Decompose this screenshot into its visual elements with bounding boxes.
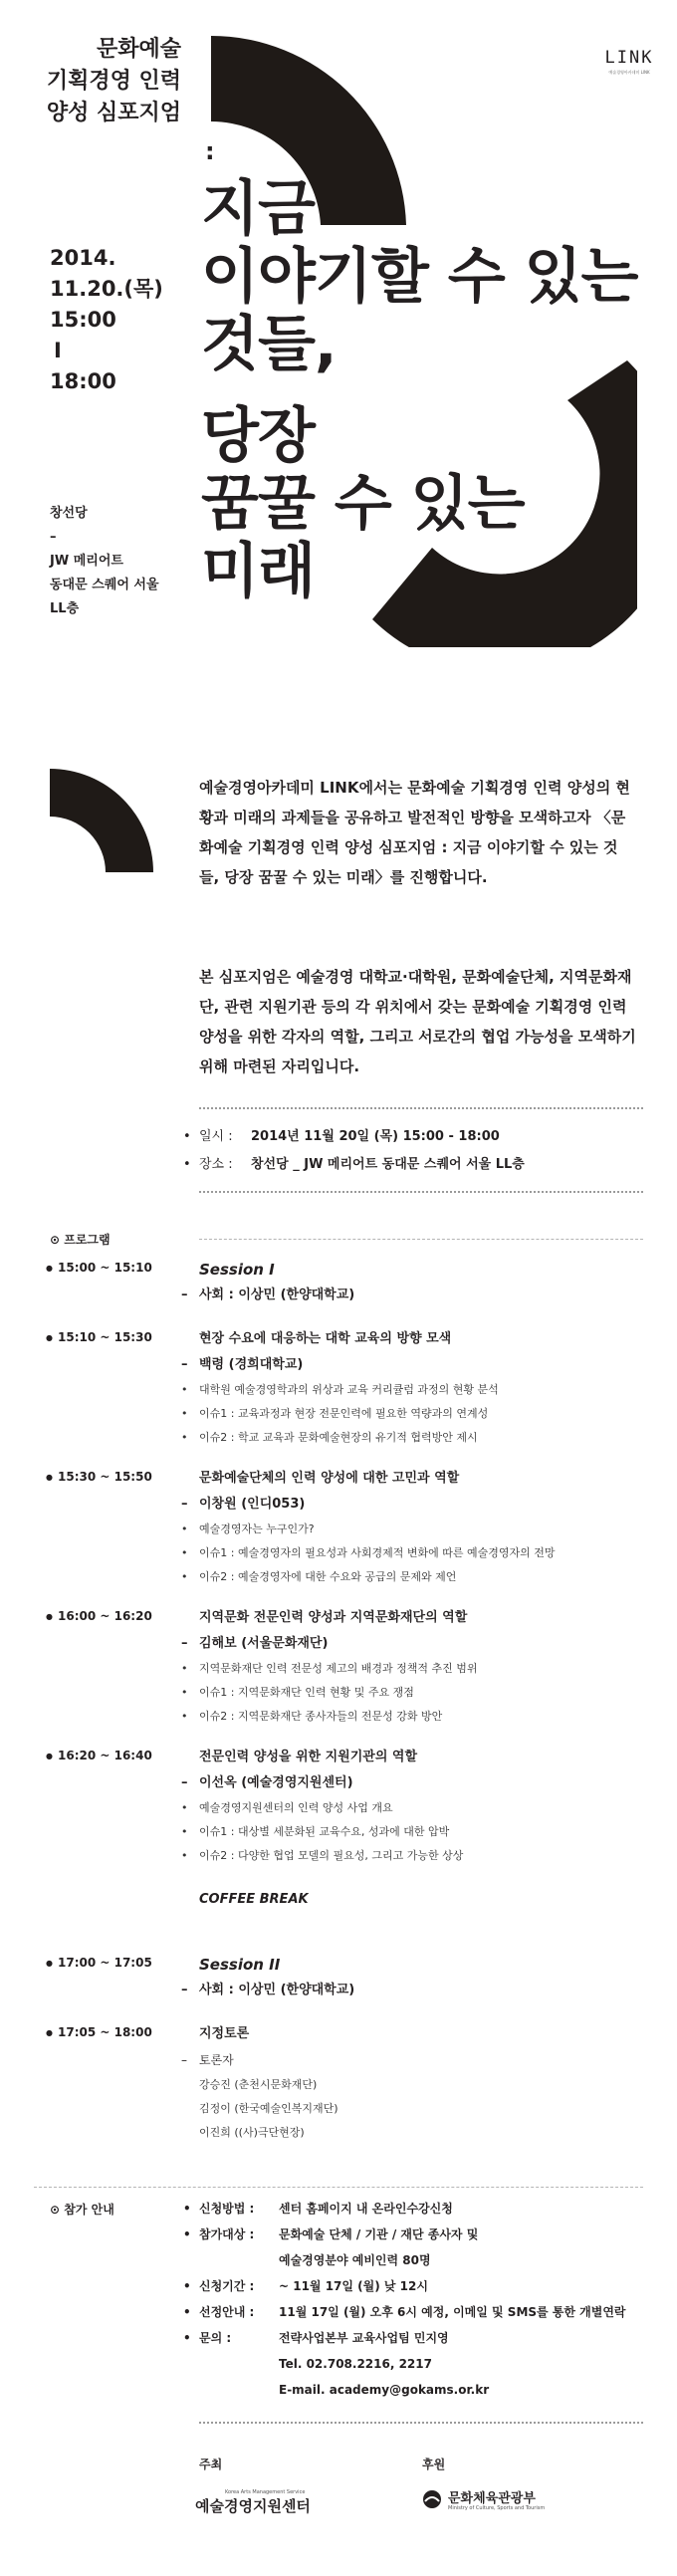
attend-row: • 참가대상 : 문화예술 단체 / 기관 / 재단 종사자 및 xyxy=(199,2223,478,2246)
attend-row: • 신청방법 : 센터 홈페이지 내 온라인수강신청 xyxy=(199,2197,453,2221)
divider xyxy=(199,2422,643,2424)
event-date: 2014. 11.20.(목) 15:00 I 18:00 xyxy=(50,246,163,393)
quarter-circle-intro-shape xyxy=(50,769,153,878)
time-slot: ● 16:00 ~ 16:20 xyxy=(58,1609,152,1623)
symposium-title: 문화예술 기획경영 인력 양성 심포지엄 xyxy=(46,37,181,125)
program-item: 지역문화 전문인력 양성과 지역문화재단의 역할 – 김해보 (서울문화재단) • 지역문화재단 인력 전문성 제고의 배경과 정책적 추진 범위 • 이슈1 : 지역문화재단 인력 현황 및 주요 쟁점 • 이슈2 : 지역문화재단 종사자들의 전문성 강화 방안 xyxy=(199,1605,657,1729)
divider xyxy=(34,2187,643,2188)
title-colon: : xyxy=(205,137,215,165)
program-item: Session II – 사회 : 이상민 (한양대학교) xyxy=(199,1952,657,2003)
headline-now: 지금 이야기할 수 있는 것들, xyxy=(201,174,638,379)
attend-row: • 문의 : 전략사업본부 교육사업팀 민지영 xyxy=(199,2326,449,2350)
intro-paragraph-2: 본 심포지엄은 예술경영 대학교·대학원, 문화예술단체, 지역문화재단, 관련 지원기관 등의 각 위치에서 갖는 문화예술 기획경영 인력 양성을 위한 각자의 역할, 그리고 서로간의 협업 가능성을 모색하기 위해 마련된 자리입니다. xyxy=(199,968,636,1075)
ministry-emblem-icon xyxy=(422,2489,442,2509)
headline-future: 당장 꿈꿀 수 있는 미래 xyxy=(201,401,525,606)
info-date: • 일시 : 2014년 11월 20일 (목) 15:00 - 18:00 xyxy=(183,1129,500,1144)
divider xyxy=(199,1107,643,1109)
contact-phone: Tel. 02.708.2216, 2217 xyxy=(279,2357,432,2371)
time-slot: ● 16:20 ~ 16:40 xyxy=(58,1749,152,1762)
attend-heading: ⊙ 참가 안내 xyxy=(50,2203,114,2217)
intro-paragraph-1: 예술경영아카데미 LINK에서는 문화예술 기획경영 인력 양성의 현황과 미래의 과제들을 공유하고 발전적인 방향을 모색하고자 〈문화예술 기획경영 인력 양성 심포지엄 : 지금 이야기할 수 있는 것들, 당장 꿈꿀 수 있는 미래〉를 진행합니다. xyxy=(199,779,630,886)
attend-row: • 선정안내 : 11월 17일 (월) 오후 6시 예정, 이메일 및 SMS를 통한 개별연락 xyxy=(199,2300,626,2324)
program-item: 지정토론 – 토론자 강승진 (춘천시문화재단) 김정이 (한국예술인복지재단) 이진희 ((사)극단현장) xyxy=(199,2021,657,2145)
circle-dot-icon: ⊙ xyxy=(50,2203,65,2217)
program-item: 문화예술단체의 인력 양성에 대한 고민과 역할 – 이창원 (인디053) • 예술경영자는 누구인가? • 이슈1 : 예술경영자의 필요성과 사회경제적 변화에 따른 예술경영자의 전망 • 이슈2 : 예술경영자에 대한 수요와 공급의 문제와 제언 xyxy=(199,1466,657,1589)
event-venue: 창선당 – JW 메리어트 동대문 스퀘어 서울 LL층 xyxy=(50,506,159,616)
coffee-break: COFFEE BREAK xyxy=(199,1892,309,1907)
program-item: Session I – 사회 : 이상민 (한양대학교) xyxy=(199,1257,657,1308)
time-slot: ● 15:00 ~ 15:10 xyxy=(58,1261,152,1275)
divider xyxy=(199,1191,643,1193)
contact-email[interactable]: E-mail. academy@gokams.or.kr xyxy=(279,2383,490,2397)
link-logo: LINK 예술경영아카데미 LINK xyxy=(604,48,654,75)
info-venue: • 장소 : 창선당 _ JW 메리어트 동대문 스퀘어 서울 LL층 xyxy=(183,1157,525,1172)
divider xyxy=(199,1239,643,1240)
sponsor-label: 후원 xyxy=(422,2458,446,2471)
time-slot: ● 15:10 ~ 15:30 xyxy=(58,1330,152,1344)
host-logo: Korea Arts Management Service 예술경영지원센터 xyxy=(195,2489,311,2515)
program-item: 현장 수요에 대응하는 대학 교육의 방향 모색 – 백령 (경희대학교) • 대학원 예술경영학과의 위상과 교육 커리큘럼 과정의 현황 분석 • 이슈1 : 교육과정과 현장 전문인력에 필요한 역량과의 연계성 • 이슈2 : 학교 교육과 문화예술현장의 유기적 협력방안 제시 xyxy=(199,1326,657,1450)
attend-row-continued: 예술경영분야 예비인력 80명 xyxy=(279,2253,431,2267)
host-label: 주최 xyxy=(199,2458,223,2471)
time-slot: ● 15:30 ~ 15:50 xyxy=(58,1470,152,1484)
program-item: 전문인력 양성을 위한 지원기관의 역할 – 이선옥 (예술경영지원센터) • 예술경영지원센터의 인력 양성 사업 개요 • 이슈1 : 대상별 세분화된 교육수요, 성과에 대한 압박 • 이슈2 : 다양한 협업 모델의 필요성, 그리고 가능한 상상 xyxy=(199,1745,657,1868)
time-slot: ● 17:05 ~ 18:00 xyxy=(58,2025,152,2039)
program-heading: ⊙ 프로그램 xyxy=(50,1233,111,1247)
attend-row: • 신청기간 : ~ 11월 17일 (월) 낮 12시 xyxy=(199,2274,428,2298)
time-slot: ● 17:00 ~ 17:05 xyxy=(58,1956,152,1970)
circle-dot-icon: ⊙ xyxy=(50,1233,65,1247)
